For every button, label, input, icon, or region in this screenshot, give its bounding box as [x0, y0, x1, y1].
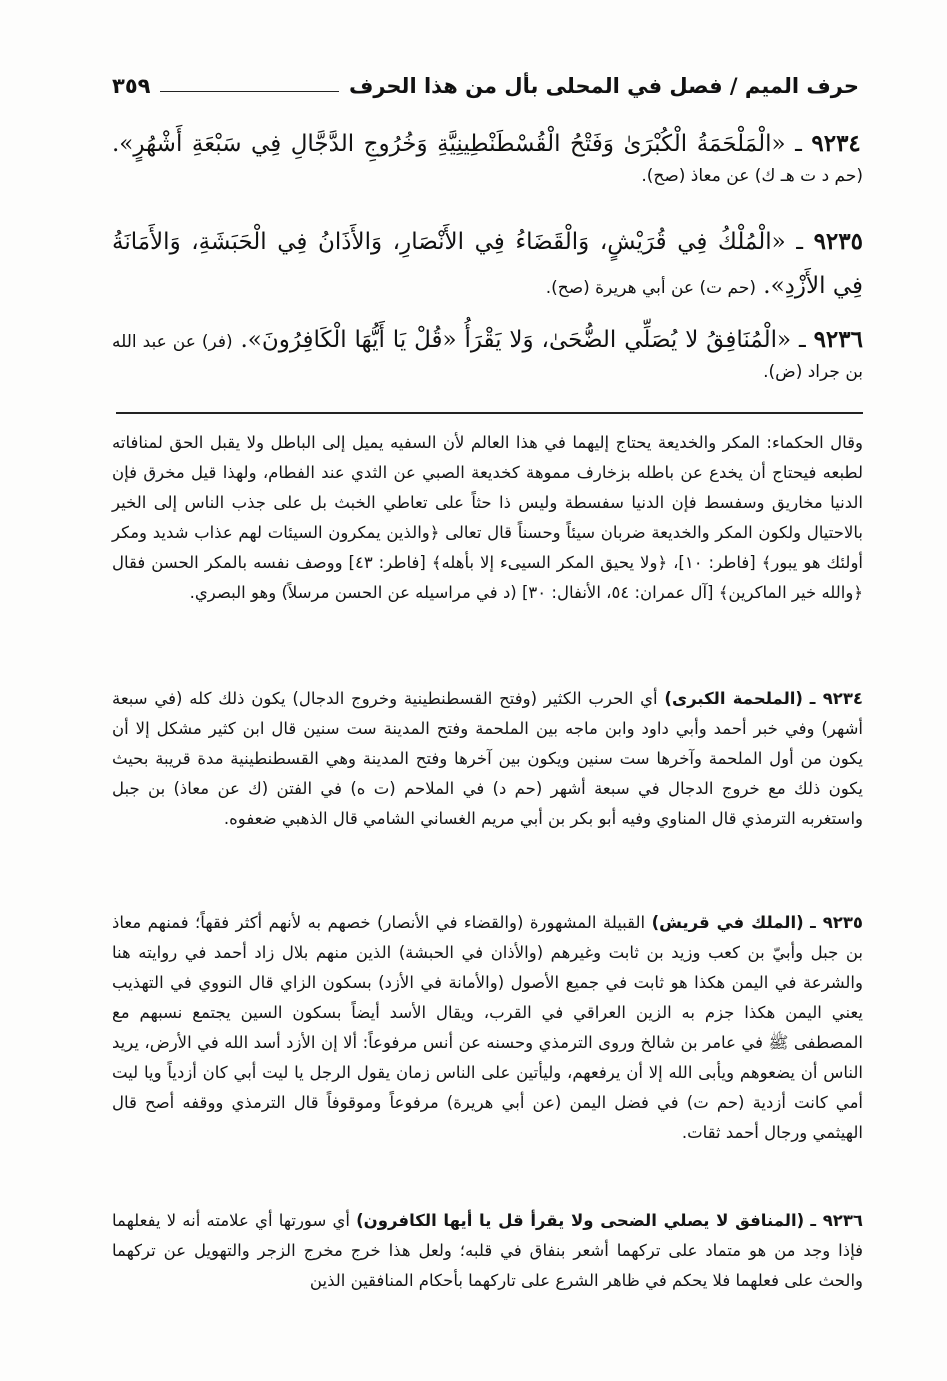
- commentary-text: القبيلة المشهورة (والقضاء في الأنصار) خصهم به لأنهم أكثر فقهاً؛ فمنهم معاذ بن جبل وأبيّ بن كعب وزيد بن ثابت وغيرهم (والأذان في الحبشة) الذين منهم بلال زاد أحمد في روايته هنا والشرعة في اليمن هكذا هو ثابت في جميع الأصول (والأمانة في الأزد) بسكون الزاي قال النووي في التهذيب يعني اليمن هكذا جزم به الزين العراقي في القرب، ويقال الأسد أيضاً بسكون السين يجتمع نسبهم مع المصطفى ﷺ في عامر بن شالخ وروى الترمذي وحسنه عن أنس مرفوعاً: ألا إن الأزد أسد الله في الأرض، يريد الناس أن يضعوهم ويأبى الله إلا أن يرفعهم، وليأتين على الناس زمان يقول الرجل يا ليت أبي كان أزدياً ويا ليت أمي كانت أزدية (حم ت) في فضل اليمن (عن أبي هريرة) مرفوعاً وموقوفاً قال الترمذي ووقفه أصح قال الهيثمي ورجال أحمد ثقات.: [112, 913, 863, 1142]
- hadith-source: (حم ت) عن أبي هريرة (صح).: [545, 278, 756, 298]
- commentary-9234: [112, 684, 863, 834]
- commentary-number: ٩٢٣٥ ـ: [810, 913, 863, 932]
- header-rule: [160, 91, 339, 92]
- commentary-lead: (الملك في قريش): [651, 913, 804, 932]
- commentary-lead: (الملحمة الكبرى): [664, 689, 803, 708]
- hadith-number: ٩٢٣٥: [813, 228, 863, 255]
- chapter-title: حرف الميم / فصل في المحلى بأل من هذا الحرف: [348, 74, 859, 98]
- hadith-9236: ٩٢٣٦ ـ «الْمُنَافِقُ لا يُصَلِّي الضُّحَىٰ، وَلا يَقْرَأُ «قُلْ يَا أَيُّهَا الْكَافِرُونَ». (فر) عن عبد الله بن جراد (ض).: [112, 326, 863, 382]
- section-divider: [116, 412, 863, 414]
- commentary-lead: (المنافق لا يصلي الضحى ولا يقرأ قل يا أيها الكافرون): [356, 1211, 805, 1230]
- commentary-intro: وقال الحكماء: المكر والخديعة يحتاج إليهما في هذا العالم لأن السفيه يميل إلى الباطل ولا يقبل الحق لمنافاته لطبعه فيحتاج أن يخدع عن باطله بزخارف مموهة كخديعة الصبي عن الثدي عند الفطام، ولهذا قيل مخرق فإن الدنيا مخاريق وسفسط فإن الدنيا سفسطة وليس ذا حثاً على تعاطي الخبث بل على جذب الناس إلى الخير بالاحتيال ولكون المكر والخديعة ضربان سيئاً وحسناً قال تعالى ﴿والذين يمكرون السيئات لهم عذاب شديد ومكر أولئك هو يبور﴾ [فاطر: ١٠]، ﴿ولا يحيق المكر السيىء إلا بأهله﴾ [فاطر: ٤٣] ووصف نفسه بالمكر الحسن فقال ﴿والله خير الماكرين﴾ [آل عمران: ٥٤، الأنفال: ٣٠] (د في مراسيله عن الحسن مرسلاً) وهو البصري.: [112, 433, 863, 602]
- hadith-text: «الْمُلْكُ فِي قُرَيْشٍ، وَالْقَضَاءُ فِي الأَنْصَارِ، وَالأَذَانُ فِي الْحَبَشَةِ، وَالأَمَانَةُ فِي الأَزْدِ».: [112, 229, 863, 299]
- hadith-text: «الْمُنَافِقُ لا يُصَلِّي الضُّحَىٰ، وَلا يَقْرَأُ «قُلْ يَا أَيُّهَا الْكَافِرُونَ».: [240, 327, 792, 353]
- commentary-text: أي الحرب الكثير (وفتح القسطنطينية وخروج الدجال) يكون ذلك كله (في سبعة أشهر) وفي خبر أحمد وأبي داود وابن ماجه بين الملحمة وفتح المدينة ست سنين قال ابن كثير مشكل إلا أن يكون من أول الملحمة وآخرها ست سنين ويكون بين آخرها وفتح المدينة وهي القسطنطينية مدة قريبة بحيث يكون ذلك مع خروج الدجال في سبعة أشهر (حم د) في الملاحم (ت ه) في الفتن (ك عن معاذ) بن جبل واستغربه الترمذي قال المناوي وفيه أبو بكر بن أبي مريم الغساني الشامي قال الذهبي ضعفوه.: [112, 689, 863, 828]
- commentary-9235: [112, 908, 863, 1148]
- hadith-source: (حم د ت هـ ك) عن معاذ (صح).: [641, 166, 863, 186]
- hadith-text: «الْمَلْحَمَةُ الْكُبْرَىٰ وَفَتْحُ الْقُسْطَنْطِينِيَّةِ وَخُرُوجِ الدَّجَّالِ فِي سَبْعَةِ أَشْهُرٍ».: [112, 131, 786, 157]
- hadith-number: ٩٢٣٦: [813, 326, 863, 353]
- hadith-9235: ٩٢٣٥ ـ «الْمُلْكُ فِي قُرَيْشٍ، وَالْقَضَاءُ فِي الأَنْصَارِ، وَالأَذَانُ فِي الْحَبَشَةِ، وَالأَمَانَةُ فِي الأَزْدِ». (حم ت) عن أبي هريرة (صح).: [112, 228, 863, 299]
- commentary-number: ٩٢٣٤ ـ: [809, 689, 863, 708]
- page-number: ٣٥٩: [112, 74, 151, 98]
- hadith-9234: ٩٢٣٤ ـ «الْمَلْحَمَةُ الْكُبْرَىٰ وَفَتْحُ الْقُسْطَنْطِينِيَّةِ وَخُرُوجِ الدَّجَّالِ فِي سَبْعَةِ أَشْهُرٍ». (حم د ت هـ ك) عن معاذ (صح).: [112, 130, 863, 186]
- commentary-9236: [112, 1206, 863, 1296]
- commentary-number: ٩٢٣٦ ـ: [810, 1211, 863, 1230]
- page-header: [112, 58, 859, 98]
- hadith-source: (فر) عن عبد الله بن جراد (ض).: [112, 332, 863, 382]
- commentary-text: أي سورتها أي علامته أنه لا يفعلهما فإذا وجد من هو متماد على تركهما أشعر بنفاق في قلبه؛ ولعل هذا خرج مخرج الزجر والتهويل عن تركهما والحث على فعلهما فلا يحكم في ظاهر الشرع على تاركهما بأحكام المنافقين الذين: [112, 1211, 863, 1290]
- hadith-number: ٩٢٣٤: [811, 130, 861, 157]
